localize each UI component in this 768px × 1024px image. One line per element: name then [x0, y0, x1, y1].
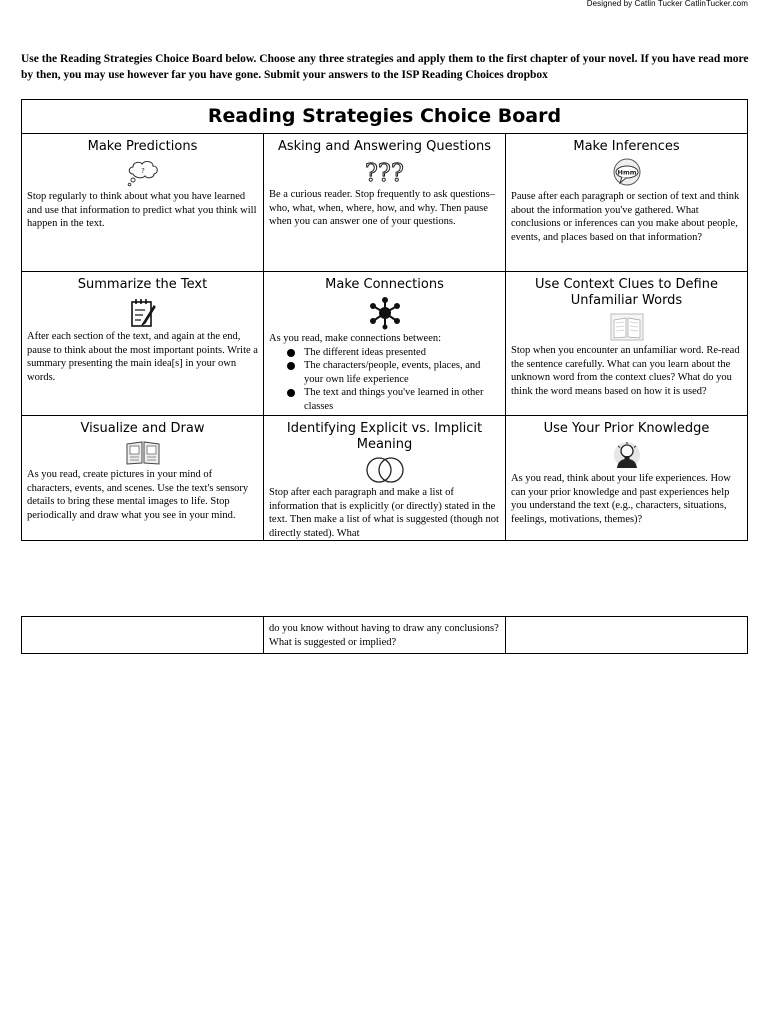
cell-visualize-draw	[22, 416, 264, 541]
choice-board-table	[21, 99, 748, 541]
cell-description: Stop when you encounter an unfamiliar word. Re-read the sentence carefully. What can you learn about the unknown word from the context clues? What do you think the word means based on how it is used?	[511, 345, 740, 397]
designer-credit: Designed by Catlin Tucker CatlinTucker.com	[586, 0, 748, 8]
cell-description: Stop regularly to think about what you have learned and use that information to predict what you think will happen in the text.	[27, 191, 257, 230]
notepad-pencil-icon	[22, 296, 263, 328]
cell-explicit-implicit	[264, 416, 506, 541]
speech-bubble-hmm-icon	[506, 158, 747, 188]
cell-asking-answering-questions	[264, 134, 506, 272]
cell-description	[264, 332, 505, 414]
list-item: The different ideas presented	[285, 346, 501, 360]
head-lightbulb-icon	[506, 440, 747, 470]
cell-description: Pause after each paragraph or section of text and think about the information you've gathered. What conclusions or inferences can you make about people, events, and places based on that information?	[511, 191, 740, 243]
cell-heading: Use Your Prior Knowledge	[543, 421, 710, 436]
venn-diagram-icon	[264, 456, 505, 484]
cell-description: As you read, think about your life experiences. How can your prior knowledge and past experiences help you understand the text (e.g., characters, situations, feelings, motivations, themes)?	[511, 473, 731, 525]
picture-book-icon	[22, 440, 263, 466]
cell-description: After each section of the text, and again at the end, pause to think about the most important points. Write a summary presenting the main idea[s] in your own words.	[27, 331, 258, 383]
cell-heading: Make Connections	[325, 277, 444, 292]
cell-description-continued: do you know without having to draw any conclusions? What is suggested or implied?	[269, 623, 499, 648]
cell-make-predictions	[22, 134, 264, 272]
cell-description: As you read, create pictures in your mind of characters, events, and scenes. Use the text's sensory details to bring these mental images to life. Stop periodically and draw what you see in your mind.	[27, 469, 249, 521]
cell-heading: Make Inferences	[573, 139, 680, 154]
cell-description: Stop after each paragraph and make a list of information that is explicitly (or directly) stated in the text. Then make a list of what is suggested (though not directly stated). What	[269, 487, 499, 539]
svg-text:?: ?	[377, 159, 391, 186]
cell-make-inferences	[506, 134, 748, 272]
cell-heading: Identifying Explicit vs. Implicit Meaning	[286, 421, 483, 452]
thought-bubble-icon	[22, 158, 263, 188]
cell-prior-knowledge	[506, 416, 748, 541]
continuation-table	[21, 616, 748, 654]
list-item: The characters/people, events, places, and your own life experience	[285, 359, 501, 386]
list-item: The text and things you've learned in other classes	[285, 386, 501, 413]
cell-heading: Use Context Clues to Define Unfamiliar Words	[535, 277, 718, 308]
board-title: Reading Strategies Choice Board	[22, 100, 748, 134]
connections-intro: As you read, make connections between:	[269, 333, 442, 344]
connections-list	[269, 346, 501, 414]
continuation-empty-right	[506, 617, 748, 654]
svg-text:?: ?	[140, 167, 145, 175]
cell-make-connections	[264, 272, 506, 416]
cell-heading: Visualize and Draw	[80, 421, 205, 436]
continuation-empty-left	[22, 617, 264, 654]
cell-heading: Asking and Answering Questions	[277, 139, 492, 154]
cell-summarize-text	[22, 272, 264, 416]
continuation-explicit-implicit	[264, 617, 506, 654]
svg-text:?: ?	[364, 159, 378, 186]
cell-heading: Summarize the Text	[77, 277, 208, 292]
assignment-instructions: Use the Reading Strategies Choice Board below. Choose any three strategies and apply them to the first chapter of your novel. If you have read more by then, you may use however far you have gone. Submit your answers to the ISP Reading Choices dropbox	[21, 53, 749, 81]
cell-description: Be a curious reader. Stop frequently to ask questions–who, what, when, where, how, and why. Then pause when you can answer one of your questions.	[269, 189, 495, 228]
svg-text:?: ?	[390, 159, 404, 186]
cell-heading: Make Predictions	[87, 139, 198, 154]
open-book-icon	[506, 312, 747, 342]
cell-context-clues	[506, 272, 748, 416]
svg-text:Hmm: Hmm	[617, 168, 636, 177]
question-marks-icon	[264, 158, 505, 186]
network-icon	[264, 296, 505, 330]
